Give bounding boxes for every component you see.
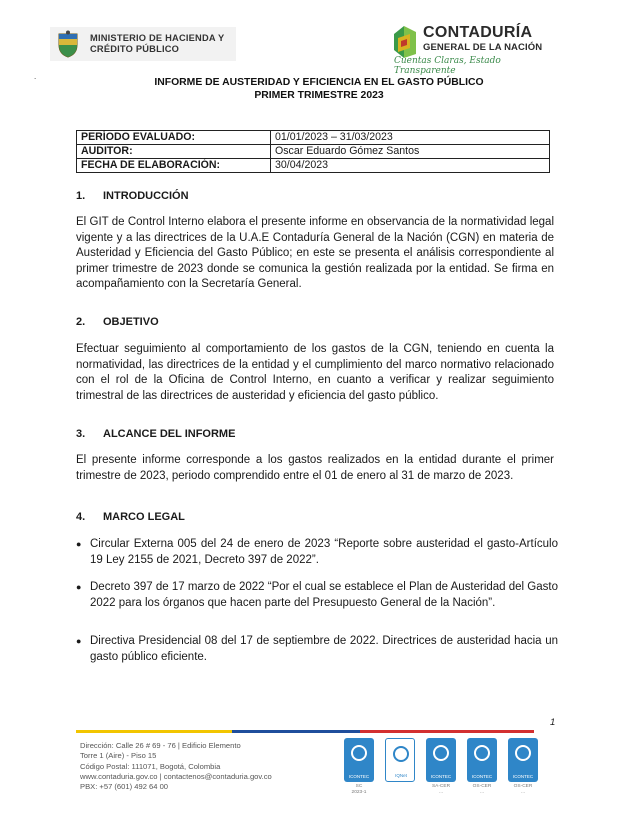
table-row	[77, 131, 550, 145]
section-number: 1.	[76, 190, 86, 202]
cert-code: SA-CER ...	[431, 784, 451, 795]
section-heading-marco-legal	[76, 511, 185, 523]
cgn-subtitle: GENERAL DE LA NACIÓN	[423, 42, 543, 53]
address-line: PBX: +57 (601) 492 64 00	[80, 782, 169, 792]
icontec-logo-icon: ICONTEC	[344, 738, 374, 782]
date-label: FECHA DE ELABORACIÓN:	[77, 159, 271, 173]
certification-badge	[425, 738, 457, 796]
section-heading-introduccion	[76, 190, 189, 202]
period-label: PERÍODO EVALUADO:	[77, 131, 271, 145]
section-title: INTRODUCCIÓN	[103, 190, 189, 202]
period-value: 01/01/2023 – 31/03/2023	[271, 131, 550, 145]
coat-of-arms-icon	[56, 30, 80, 58]
section-number: 2.	[76, 316, 86, 328]
document-title: INFORME DE AUSTERIDAD Y EFICIENCIA EN EL GASTO PÚBLICO	[154, 77, 484, 88]
report-info-table	[76, 130, 550, 173]
cgn-title: CONTADURÍA	[423, 24, 533, 41]
page-number: 1	[550, 717, 556, 728]
auditor-label: AUDITOR:	[77, 145, 271, 159]
table-row	[77, 159, 550, 173]
icontec-logo-icon: ICONTEC	[426, 738, 456, 782]
legal-item-text: Decreto 397 de 17 marzo de 2022 “Por el cual se establece el Plan de Austeridad del Gasto 2022 para los órganos que hacen parte del Presupuesto General de la Nación”.	[90, 581, 558, 609]
legal-item-text: Directiva Presidencial 08 del 17 de septiembre de 2022. Directrices de austeridad hacia un gasto público eficiente.	[90, 635, 558, 663]
alcance-paragraph: El presente informe corresponde a los gastos realizados en la entidad durante el primer trimestre de 2023, periodo comprendido entre el 01 de enero al 31 de marzo de 2023.	[76, 454, 554, 482]
introduccion-paragraph: El GIT de Control Interno elabora el presente informe en observancia de la normatividad legal vigente y a las directrices de la U.A.E Contaduría General de la Nación (CGN) en materia de Austeridad y Eficiencia del Gasto Público; en este se presenta el análisis correspondiente al primer trimestre de 2023 donde se comunica la gestión realizada por la entidad. Se firma en acompañamiento con la Secretaría General.	[76, 216, 554, 291]
icontec-logo-icon: ICONTEC	[467, 738, 497, 782]
certification-badge	[507, 738, 539, 796]
list-item	[76, 580, 558, 611]
ministry-name-line1: MINISTERIO DE HACIENDA Y	[90, 33, 225, 43]
section-number: 4.	[76, 511, 86, 523]
icontec-logo-icon: ICONTEC	[508, 738, 538, 782]
section-title: OBJETIVO	[103, 316, 159, 328]
address-line: www.contaduria.gov.co | contactenos@contaduria.gov.co	[80, 771, 272, 781]
table-row	[77, 145, 550, 159]
certification-badge	[466, 738, 498, 796]
legal-item-text: Circular Externa 005 del 24 de enero de 2023 “Reporte sobre austeridad el gasto-Artículo 19 Ley 2155 de 2021, Decreto 397 de 2022”.	[90, 538, 558, 566]
stray-dot: .	[34, 72, 37, 81]
section-heading-alcance	[76, 428, 235, 440]
bullet-icon: ●	[76, 636, 82, 646]
address-line: Torre 1 (Aire) - Piso 15	[80, 751, 157, 761]
ministry-name-line2: CRÉDITO PÚBLICO	[90, 44, 180, 54]
list-item	[76, 537, 558, 568]
address-line: Código Postal: 111071, Bogotá, Colombia	[80, 761, 221, 771]
iqnet-logo-icon: IQNet	[385, 738, 415, 782]
document-subtitle: PRIMER TRIMESTRE 2023	[254, 90, 384, 101]
footer-color-bar	[76, 730, 534, 733]
certification-logos	[343, 738, 539, 796]
bullet-icon: ●	[76, 582, 82, 592]
objetivo-paragraph: Efectuar seguimiento al comportamiento de los gastos de la CGN, teniendo en cuenta la normatividad, las directrices de la entidad y el cumplimiento del marco normativo relacionado con el rol de la Oficina de Control Interno, en cuanto a verificar y realizar seguimiento trimestral de las directrices de austeridad y eficiencia del gasto público.	[76, 343, 554, 402]
cgn-motto: Cuentas Claras, Estado Transparente	[394, 56, 501, 76]
footer-bar-yellow	[76, 730, 232, 733]
bullet-icon: ●	[76, 539, 82, 549]
section-title: ALCANCE DEL INFORME	[103, 428, 236, 440]
cgn-logo	[390, 24, 560, 76]
cert-code: SC 2023-1	[351, 784, 367, 795]
section-heading-objetivo	[76, 316, 159, 328]
date-value: 30/04/2023	[271, 159, 550, 173]
footer-address	[80, 741, 272, 792]
address-line: Dirección: Calle 26 # 69 - 76 | Edificio Elemento	[80, 741, 241, 750]
auditor-value: Oscar Eduardo Gómez Santos	[271, 145, 550, 159]
list-item	[76, 634, 558, 665]
certification-badge	[343, 738, 375, 796]
cert-code: OS-CER ...	[472, 784, 492, 795]
cert-code: OS-CER ...	[513, 784, 533, 795]
ministry-logo	[50, 27, 236, 61]
section-number: 3.	[76, 428, 86, 440]
certification-badge	[384, 738, 416, 796]
footer-bar-red	[360, 730, 534, 733]
section-title: MARCO LEGAL	[103, 511, 185, 523]
footer-bar-blue	[232, 730, 360, 733]
